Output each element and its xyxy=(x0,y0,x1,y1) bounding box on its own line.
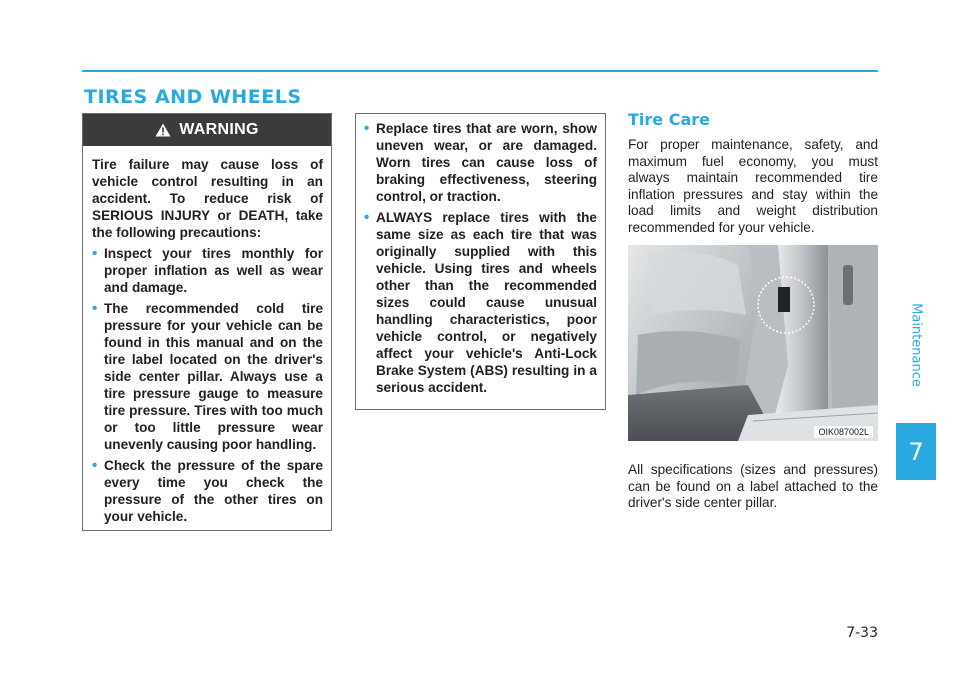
tire-care-paragraph: For proper maintenance, safety, and maximum fuel economy, you must always maintain recommended tire inflation pressures and stay within the load limits and weight distribution recommended for your vehicle. xyxy=(628,137,878,235)
warning-bullet: • Check the pressure of the spare every time you check the pressure of the other tires on your vehicle. xyxy=(92,457,323,525)
warning-bullet: • ALWAYS replace tires with the same size as each tire that was originally supplied with this vehicle. Using tires and wheels other than the recommended sizes could cause unusual handling characteristics, poor vehicle control, or negatively affect your vehicle's Anti-Lock Brake System (ABS) resulting in a serious accident. xyxy=(364,209,597,396)
warning-intro: Tire failure may cause loss of vehicle control resulting in an accident. To reduce risk of SERIOUS INJURY or DEATH, take the following precautions: xyxy=(92,157,323,240)
figure-code: OIK087002L xyxy=(814,426,873,438)
door-pillar-figure xyxy=(628,245,878,441)
warning-continued-box xyxy=(355,113,606,410)
warning-continued-list xyxy=(364,120,597,396)
warning-header xyxy=(83,114,331,146)
section-title: TIRES AND WHEELS xyxy=(84,86,302,108)
chapter-label-text: Maintenance xyxy=(908,303,924,387)
warning-bullet: • Inspect your tires monthly for proper inflation as well as wear and damage. xyxy=(92,245,323,296)
side-tab xyxy=(896,0,936,689)
warning-bullet-list xyxy=(92,245,323,525)
specification-paragraph: All specifications (sizes and pressures) can be found on a label attached to the driver's side center pillar. xyxy=(628,462,878,510)
specification-note xyxy=(628,462,878,512)
top-rule xyxy=(82,70,878,72)
warning-title: WARNING xyxy=(179,121,259,138)
warning-triangle-icon xyxy=(155,123,171,137)
warning-bullet: • Replace tires that are worn, show uneven wear, or are damaged. Worn tires can cause loss of braking effectiveness, steering control, or traction. xyxy=(364,120,597,205)
tire-care-section xyxy=(628,110,878,236)
page-number: 7-33 xyxy=(846,625,878,641)
door-pillar-illustration xyxy=(628,245,878,441)
warning-body xyxy=(83,146,331,525)
chapter-number: 7 xyxy=(896,423,936,480)
warning-bullet: • The recommended cold tire pressure for your vehicle can be found in this manual and on the tire label located on the driver's side center pillar. Always use a tire pressure gauge to measure tire pressure. Tires with too much or too little pressure wear unevenly causing poor handling. xyxy=(92,300,323,453)
warning-box xyxy=(82,113,332,531)
tire-care-heading: Tire Care xyxy=(628,110,710,129)
